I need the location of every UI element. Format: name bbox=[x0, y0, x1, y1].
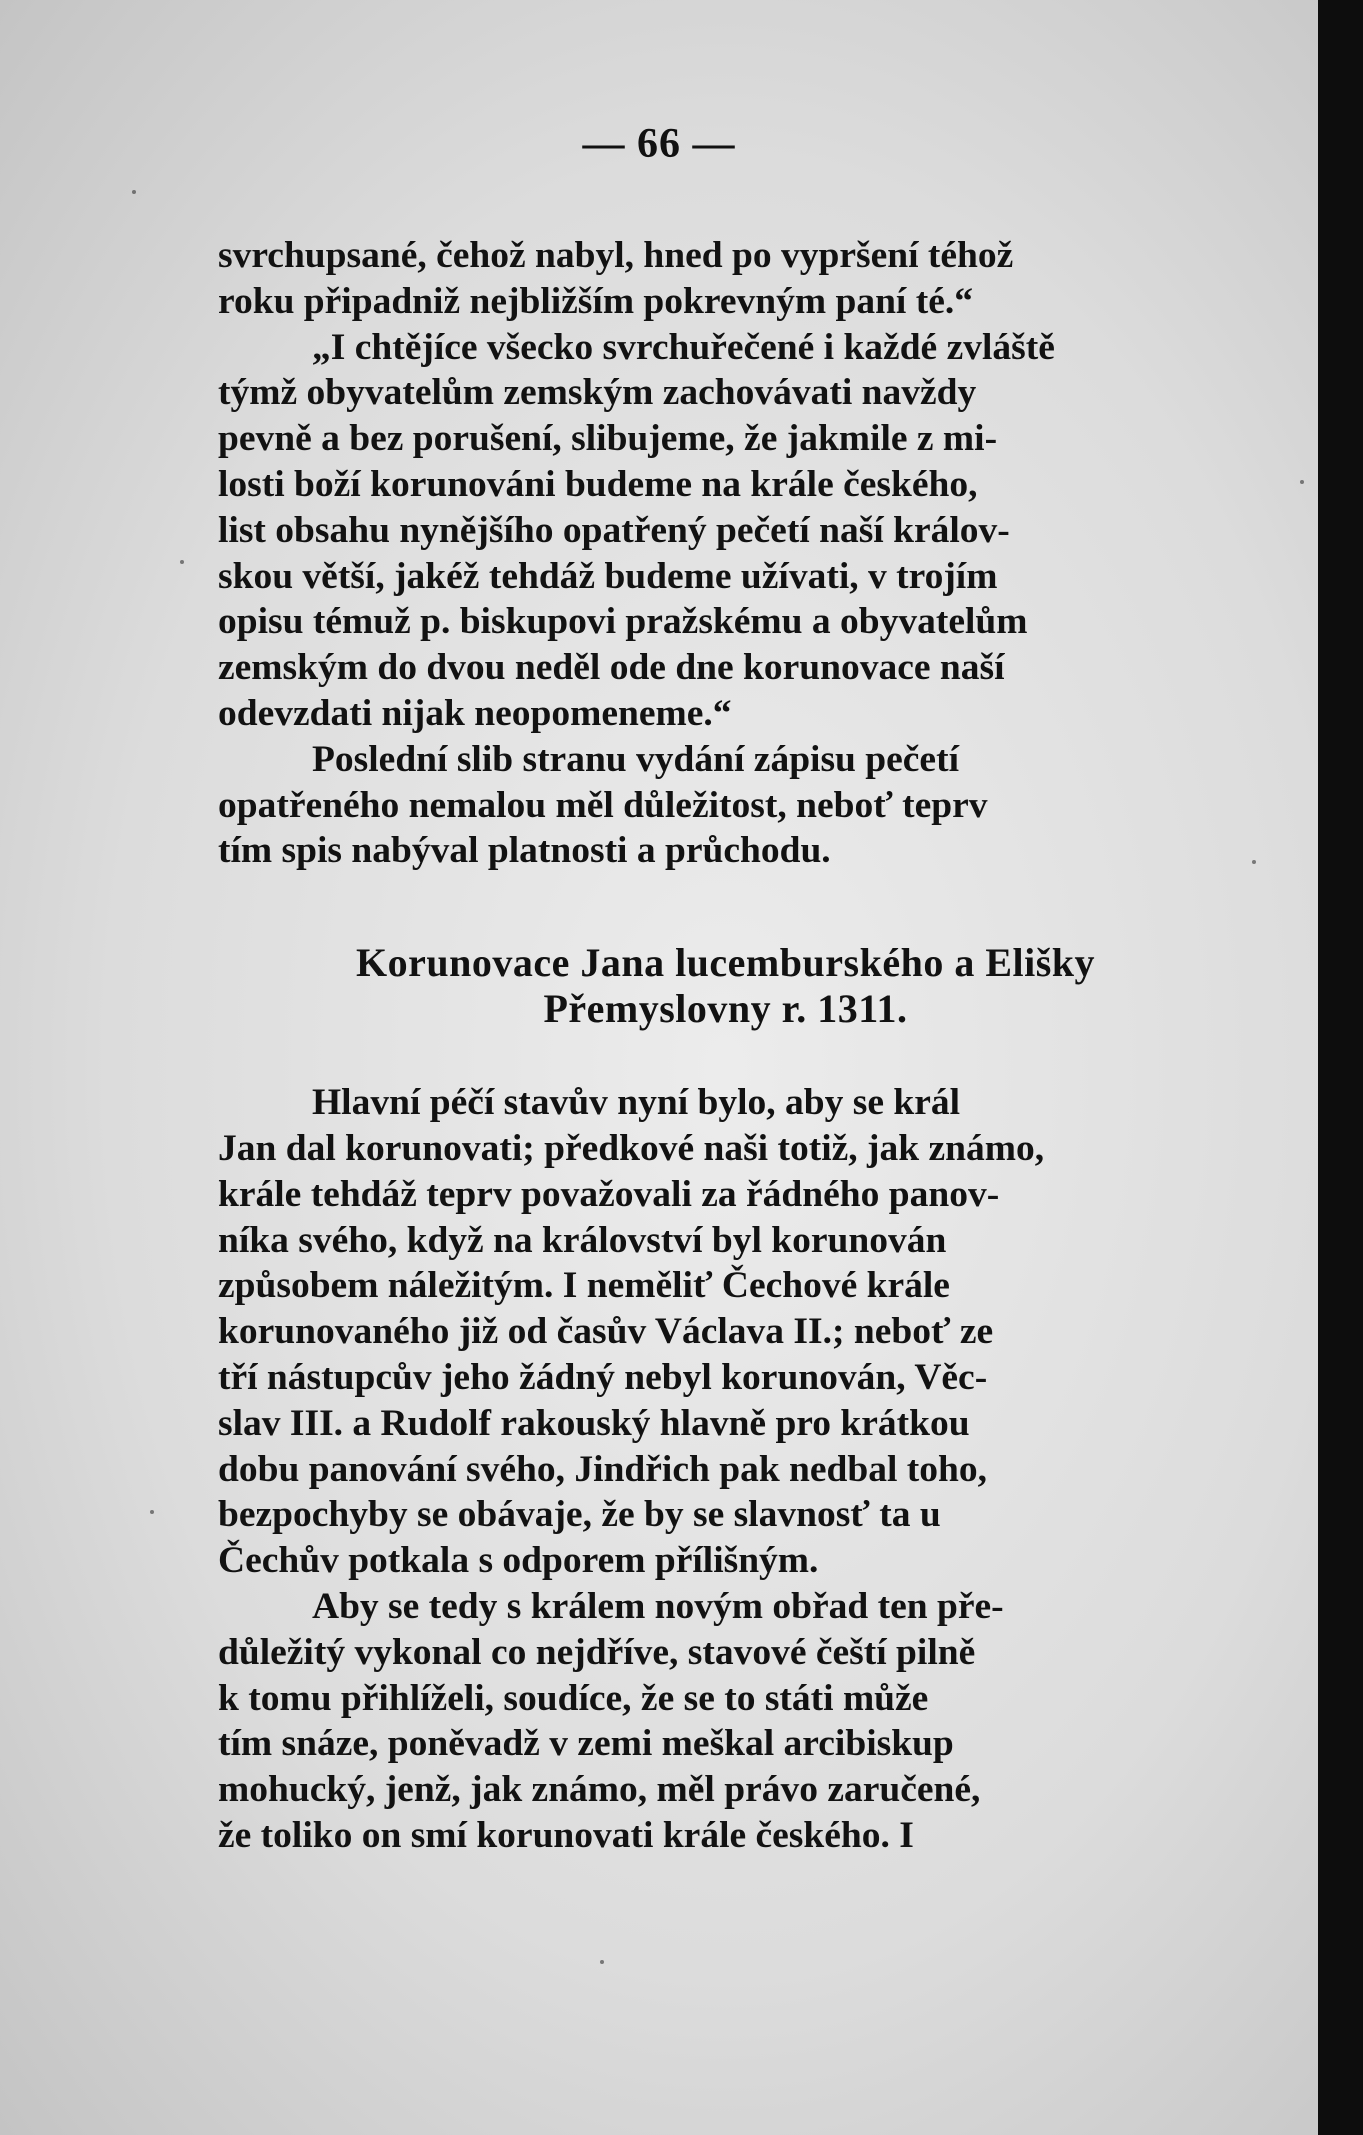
speckle-mark bbox=[600, 1960, 604, 1964]
paragraph: Aby se tedy s králem novým obřad ten pře- důležitý vykonal co nejdříve, stavové čeští pilně k tomu přihlíželi, soudíce, že se to státi může tím snáze, poněvadž v zemi meškal arcibiskup mohucký, jenž, jak známo, měl právo zaručené, že toliko on smí korunovati krále českého. I bbox=[218, 1585, 1004, 1856]
speckle-mark bbox=[132, 190, 136, 194]
paragraph: svrchupsané, čehož nabyl, hned po vypršení téhož roku připadniž nejbližším pokrevným paní té.“ bbox=[218, 235, 1014, 322]
paragraph: Poslední slib stranu vydání zápisu pečetí opatřeného nemalou měl důležitost, neboť teprv tím spis nabýval platnosti a průchodu. bbox=[218, 738, 988, 872]
paragraph: „I chtějíce všecko svrchuřečené i každé zvláště týmž obyvatelům zemským zachovávati navždy pevně a bez porušení, slibujeme, že jakmile z mi- losti boží korunováni budeme na krále českého, list obsahu nynějšího opatřený pečetí naší králov- skou větší, jakéž tehdáž budeme užívati, v trojím opisu témuž p. biskupovi pražskému a obyvatelům zemským do dvou neděl ode dne korunovace naší odevzdati nijak neopomeneme.“ bbox=[218, 326, 1055, 734]
speckle-mark bbox=[150, 1510, 154, 1514]
body-text bbox=[218, 233, 1233, 1859]
page-number: — 66 — bbox=[582, 121, 736, 167]
scan-border bbox=[1318, 0, 1363, 2135]
speckle-mark bbox=[1300, 480, 1304, 484]
paragraph: Hlavní péčí stavův nyní bylo, aby se král Jan dal korunovati; předkové naši totiž, jak známo, krále tehdáž teprv považovali za řádného panov- níka svého, když na království byl korunován způsobem náležitým. I neměliť Čechové krále korunovaného již od časův Václava II.; neboť ze tří nástupcův jeho žádný nebyl korunován, Věc- slav III. a Rudolf rakouský hlavně pro krátkou dobu panování svého, Jindřich pak nedbal toho, bezpochyby se obávaje, že by se slavnosť ta u Čechův potkala s odporem přílišným. bbox=[218, 1082, 1045, 1582]
speckle-mark bbox=[1252, 860, 1256, 864]
speckle-mark bbox=[180, 560, 184, 564]
section-heading: Korunovace Jana lucemburského a Elišky Přemyslovny r. 1311. bbox=[355, 940, 1096, 1032]
